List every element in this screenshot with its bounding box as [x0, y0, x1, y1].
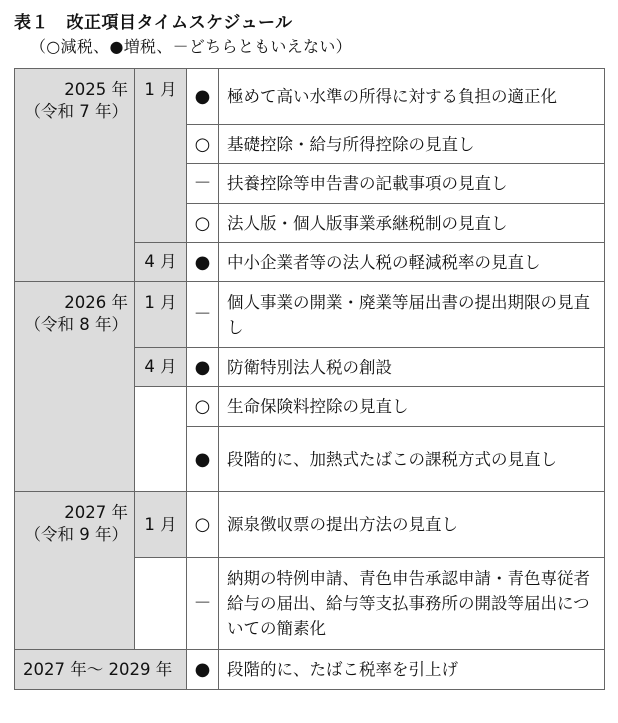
status-mark: ● [187, 243, 219, 282]
item-description: 基礎控除・給与所得控除の見直し [219, 125, 605, 164]
month-cell: 4 月 [135, 348, 187, 387]
table-title: 表１ 改正項目タイムスケジュール [14, 13, 293, 33]
status-mark: ● [187, 69, 219, 125]
month-cell-empty [135, 387, 187, 492]
year-label: 2026 年 [64, 293, 128, 312]
status-mark: ● [187, 427, 219, 492]
item-description: 個人事業の開業・廃業等届出書の提出期限の見直し [219, 282, 605, 348]
schedule-table [14, 68, 605, 690]
item-description: 扶養控除等申告書の記載事項の見直し [219, 164, 605, 204]
year-cell-2026 [15, 282, 135, 492]
status-mark: ● [187, 650, 219, 690]
year-cell-2027 [15, 492, 135, 650]
status-mark: － [187, 164, 219, 204]
year-cell-2027-2029: 2027 年～ 2029 年 [15, 650, 187, 690]
item-description: 中小企業者等の法人税の軽減税率の見直し [219, 243, 605, 282]
month-cell: 1 月 [135, 69, 187, 243]
year-cell-2025 [15, 69, 135, 282]
item-description: 源泉徴収票の提出方法の見直し [219, 492, 605, 558]
status-mark: ● [187, 348, 219, 387]
table-row [15, 282, 605, 348]
legend: （○減税、●増税、－どちらともいえない） [30, 37, 352, 56]
month-cell: 1 月 [135, 282, 187, 348]
item-description: 法人版・個人版事業承継税制の見直し [219, 204, 605, 243]
status-mark: ○ [187, 204, 219, 243]
era-label: （令和 9 年） [24, 525, 128, 544]
status-mark: ○ [187, 492, 219, 558]
month-cell: 1 月 [135, 492, 187, 558]
item-description: 生命保険料控除の見直し [219, 387, 605, 427]
status-mark: － [187, 558, 219, 650]
status-mark: ○ [187, 387, 219, 427]
year-label: 2025 年 [64, 80, 128, 99]
table-row [15, 650, 605, 690]
month-cell: 4 月 [135, 243, 187, 282]
status-mark: ○ [187, 125, 219, 164]
item-description: 段階的に、たばこ税率を引上げ [219, 650, 605, 690]
year-label: 2027 年 [64, 503, 128, 522]
era-label: （令和 8 年） [24, 315, 128, 334]
item-description: 段階的に、加熱式たばこの課税方式の見直し [219, 427, 605, 492]
status-mark: － [187, 282, 219, 348]
table-row [15, 492, 605, 558]
item-description: 極めて高い水準の所得に対する負担の適正化 [219, 69, 605, 125]
item-description: 納期の特例申請、青色申告承認申請・青色専従者給与の届出、給与等支払事務所の開設等届出についての簡素化 [219, 558, 605, 650]
month-cell-empty [135, 558, 187, 650]
item-description: 防衛特別法人税の創設 [219, 348, 605, 387]
table-row [15, 69, 605, 125]
era-label: （令和 7 年） [24, 102, 128, 121]
